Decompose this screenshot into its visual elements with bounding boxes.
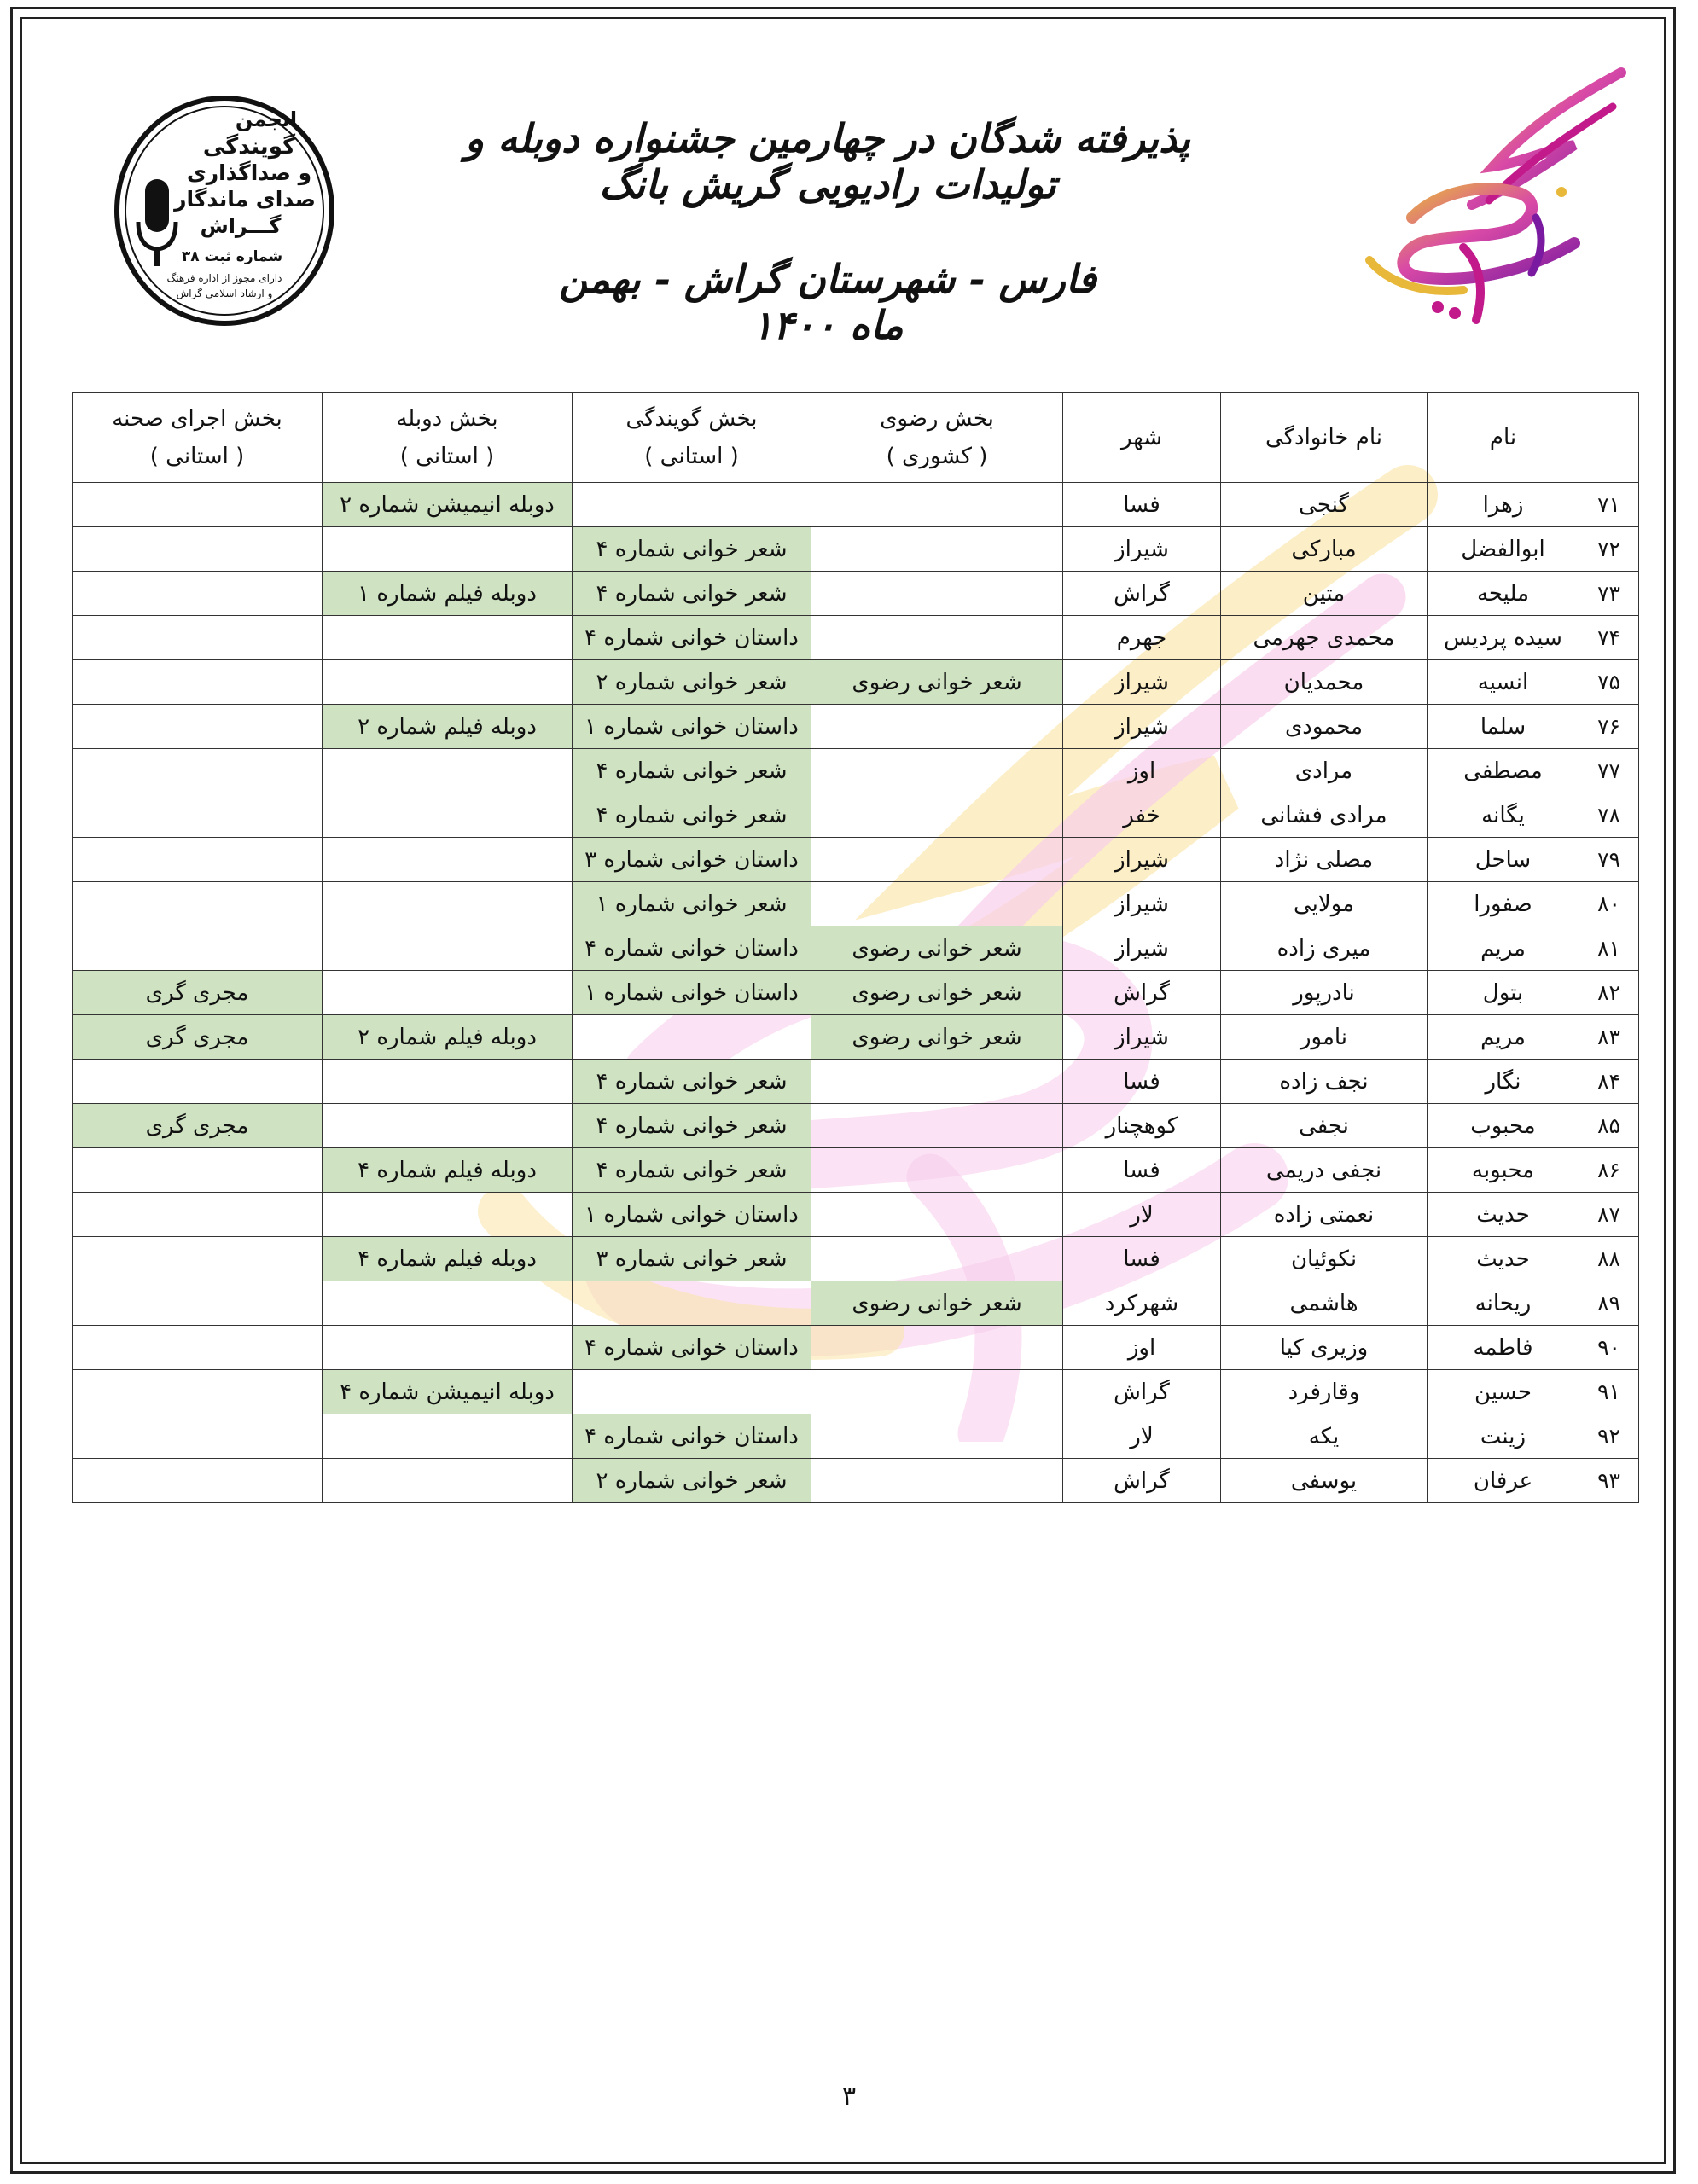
cell-narration: شعر خوانی شماره ۴: [573, 1104, 811, 1148]
cell-narration: [573, 1015, 811, 1060]
cell-stage-hosting: [73, 1060, 323, 1104]
table-row: [73, 705, 1639, 749]
cell-dubbing: [323, 838, 573, 882]
table-row: [73, 926, 1639, 971]
cell-last-name: هاشمی: [1221, 1281, 1428, 1326]
col-header-sublabel: ( استانی ): [149, 444, 245, 469]
cell-razavi: [811, 838, 1063, 882]
cell-stage-hosting: [73, 1148, 323, 1193]
cell-first-name: عرفان: [1428, 1459, 1579, 1503]
cell-stage-hosting: [73, 838, 323, 882]
col-header-narration: [573, 393, 811, 483]
table-row: [73, 1015, 1639, 1060]
cell-index: ۷۴: [1579, 616, 1639, 660]
table-row: [73, 749, 1639, 793]
col-header-sublabel: ( استانی ): [399, 444, 495, 469]
col-header-label: نام: [1489, 425, 1517, 450]
cell-last-name: مصلی نژاد: [1221, 838, 1428, 882]
table-row: [73, 838, 1639, 882]
cell-index: ۸۳: [1579, 1015, 1639, 1060]
cell-index: ۸۵: [1579, 1104, 1639, 1148]
cell-dubbing: [323, 882, 573, 926]
cell-last-name: یوسفی: [1221, 1459, 1428, 1503]
cell-last-name: متین: [1221, 572, 1428, 616]
cell-stage-hosting: [73, 527, 323, 572]
cell-razavi: [811, 1060, 1063, 1104]
table-row: [73, 1370, 1639, 1414]
cell-stage-hosting: [73, 1237, 323, 1281]
cell-stage-hosting: مجری گری: [73, 1104, 323, 1148]
table-row: [73, 1104, 1639, 1148]
col-header-label: بخش رضوی: [880, 406, 994, 432]
cell-city: گراش: [1063, 971, 1221, 1015]
cell-narration: شعر خوانی شماره ۴: [573, 1148, 811, 1193]
cell-narration: شعر خوانی شماره ۳: [573, 1237, 811, 1281]
cell-last-name: نامور: [1221, 1015, 1428, 1060]
cell-index: ۸۶: [1579, 1148, 1639, 1193]
cell-narration: شعر خوانی شماره ۴: [573, 1060, 811, 1104]
cell-first-name: حدیث: [1428, 1237, 1579, 1281]
cell-city: لار: [1063, 1193, 1221, 1237]
cell-last-name: محمدی جهرمی: [1221, 616, 1428, 660]
cell-stage-hosting: [73, 926, 323, 971]
seal-line-2: گویندگی: [202, 134, 296, 160]
cell-first-name: ملیحه: [1428, 572, 1579, 616]
cell-city: شیراز: [1063, 1015, 1221, 1060]
seal-line-5: گـــراش: [200, 214, 282, 238]
cell-razavi: [811, 1459, 1063, 1503]
cell-dubbing: دوبله فیلم شماره ۲: [323, 705, 573, 749]
cell-first-name: ساحل: [1428, 838, 1579, 882]
cell-razavi: [811, 616, 1063, 660]
cell-city: شیراز: [1063, 705, 1221, 749]
cell-stage-hosting: [73, 1414, 323, 1459]
cell-razavi: شعر خوانی رضوی: [811, 1281, 1063, 1326]
cell-narration: شعر خوانی شماره ۱: [573, 882, 811, 926]
page-number: ۳: [841, 2082, 857, 2111]
cell-razavi: [811, 1370, 1063, 1414]
cell-last-name: وزیری کیا: [1221, 1326, 1428, 1370]
col-header-label: نام خانوادگی: [1265, 425, 1383, 450]
cell-last-name: محمدیان: [1221, 660, 1428, 705]
table-row: [73, 1148, 1639, 1193]
cell-stage-hosting: [73, 793, 323, 838]
cell-first-name: سیده پردیس: [1428, 616, 1579, 660]
col-header-first-name: [1428, 393, 1579, 483]
col-header-label: بخش دوبله: [396, 406, 498, 432]
cell-first-name: محبوب: [1428, 1104, 1579, 1148]
cell-index: ۸۷: [1579, 1193, 1639, 1237]
table-header-row: [73, 393, 1639, 483]
cell-razavi: شعر خوانی رضوی: [811, 926, 1063, 971]
col-header-sublabel: ( استانی ): [644, 444, 739, 469]
cell-stage-hosting: [73, 660, 323, 705]
cell-stage-hosting: [73, 705, 323, 749]
cell-razavi: [811, 1414, 1063, 1459]
cell-index: ۸۴: [1579, 1060, 1639, 1104]
cell-index: ۷۹: [1579, 838, 1639, 882]
cell-razavi: شعر خوانی رضوی: [811, 1015, 1063, 1060]
cell-city: شهرکرد: [1063, 1281, 1221, 1326]
cell-index: ۷۳: [1579, 572, 1639, 616]
col-header-label: بخش گویندگی: [625, 406, 758, 432]
cell-dubbing: [323, 527, 573, 572]
cell-last-name: نجف زاده: [1221, 1060, 1428, 1104]
cell-narration: شعر خوانی شماره ۴: [573, 793, 811, 838]
cell-city: فسا: [1063, 483, 1221, 527]
cell-stage-hosting: [73, 1459, 323, 1503]
cell-index: ۷۸: [1579, 793, 1639, 838]
cell-stage-hosting: [73, 1281, 323, 1326]
cell-first-name: یگانه: [1428, 793, 1579, 838]
cell-first-name: بتول: [1428, 971, 1579, 1015]
cell-razavi: [811, 749, 1063, 793]
cell-last-name: یکه: [1221, 1414, 1428, 1459]
seal-registration: شماره ثبت ۳۸: [181, 248, 283, 265]
cell-index: ۹۲: [1579, 1414, 1639, 1459]
cell-city: شیراز: [1063, 882, 1221, 926]
cell-last-name: مرادی: [1221, 749, 1428, 793]
cell-dubbing: دوبله انیمیشن شماره ۴: [323, 1370, 573, 1414]
cell-index: ۹۱: [1579, 1370, 1639, 1414]
cell-last-name: میری زاده: [1221, 926, 1428, 971]
cell-first-name: زهرا: [1428, 483, 1579, 527]
cell-city: جهرم: [1063, 616, 1221, 660]
cell-stage-hosting: [73, 1193, 323, 1237]
cell-index: ۸۹: [1579, 1281, 1639, 1326]
table-row: [73, 1237, 1639, 1281]
cell-stage-hosting: مجری گری: [73, 971, 323, 1015]
cell-stage-hosting: مجری گری: [73, 1015, 323, 1060]
cell-narration: داستان خوانی شماره ۳: [573, 838, 811, 882]
table-row: [73, 1459, 1639, 1503]
cell-index: ۸۱: [1579, 926, 1639, 971]
cell-dubbing: [323, 1060, 573, 1104]
page-title: پذیرفته شدگان در چهارمین جشنواره دوبله و تولیدات رادیویی گریش بانگ: [464, 115, 1191, 207]
cell-stage-hosting: [73, 616, 323, 660]
cell-stage-hosting: [73, 1370, 323, 1414]
cell-first-name: مریم: [1428, 1015, 1579, 1060]
cell-city: شیراز: [1063, 838, 1221, 882]
cell-narration: شعر خوانی شماره ۴: [573, 749, 811, 793]
cell-city: فسا: [1063, 1060, 1221, 1104]
cell-stage-hosting: [73, 483, 323, 527]
cell-razavi: [811, 1193, 1063, 1237]
cell-city: کوهچنار: [1063, 1104, 1221, 1148]
seal-line-1: انجمن: [235, 107, 298, 131]
cell-index: ۸۲: [1579, 971, 1639, 1015]
cell-first-name: نگار: [1428, 1060, 1579, 1104]
cell-city: اوز: [1063, 1326, 1221, 1370]
cell-narration: [573, 1281, 811, 1326]
cell-dubbing: [323, 660, 573, 705]
seal-license-1: دارای مجوز از اداره فرهنگ: [166, 272, 282, 284]
cell-first-name: صفورا: [1428, 882, 1579, 926]
cell-city: شیراز: [1063, 926, 1221, 971]
cell-narration: شعر خوانی شماره ۴: [573, 527, 811, 572]
cell-narration: شعر خوانی شماره ۴: [573, 572, 811, 616]
cell-dubbing: [323, 1459, 573, 1503]
table-row: [73, 1060, 1639, 1104]
cell-first-name: محبوبه: [1428, 1148, 1579, 1193]
table-row: [73, 527, 1639, 572]
cell-first-name: حسین: [1428, 1370, 1579, 1414]
cell-razavi: [811, 882, 1063, 926]
cell-first-name: ریحانه: [1428, 1281, 1579, 1326]
cell-city: لار: [1063, 1414, 1221, 1459]
cell-last-name: گنجی: [1221, 483, 1428, 527]
cell-city: گراش: [1063, 1370, 1221, 1414]
cell-first-name: سلما: [1428, 705, 1579, 749]
cell-dubbing: [323, 616, 573, 660]
cell-dubbing: [323, 1281, 573, 1326]
table-row: [73, 483, 1639, 527]
cell-razavi: [811, 527, 1063, 572]
table-row: [73, 1326, 1639, 1370]
table-row: [73, 1281, 1639, 1326]
cell-narration: داستان خوانی شماره ۴: [573, 926, 811, 971]
cell-city: اوز: [1063, 749, 1221, 793]
cell-razavi: [811, 483, 1063, 527]
col-header-last-name: [1221, 393, 1428, 483]
cell-stage-hosting: [73, 572, 323, 616]
cell-razavi: [811, 793, 1063, 838]
cell-city: فسا: [1063, 1148, 1221, 1193]
cell-index: ۹۰: [1579, 1326, 1639, 1370]
cell-razavi: [811, 572, 1063, 616]
cell-dubbing: [323, 1193, 573, 1237]
col-header-label: بخش اجرای صحنه: [112, 406, 282, 432]
table-row: [73, 971, 1639, 1015]
cell-narration: شعر خوانی شماره ۲: [573, 660, 811, 705]
cell-first-name: انسیه: [1428, 660, 1579, 705]
cell-last-name: مرادی فشانی: [1221, 793, 1428, 838]
cell-city: شیراز: [1063, 527, 1221, 572]
cell-dubbing: دوبله فیلم شماره ۴: [323, 1148, 573, 1193]
col-header-sublabel: ( کشوری ): [886, 444, 988, 469]
cell-index: ۹۳: [1579, 1459, 1639, 1503]
cell-city: گراش: [1063, 1459, 1221, 1503]
cell-narration: داستان خوانی شماره ۱: [573, 705, 811, 749]
col-header-city: [1063, 393, 1221, 483]
cell-first-name: مصطفی: [1428, 749, 1579, 793]
cell-stage-hosting: [73, 882, 323, 926]
accepted-participants-table: [72, 392, 1639, 1503]
cell-dubbing: [323, 1414, 573, 1459]
cell-last-name: مبارکی: [1221, 527, 1428, 572]
cell-dubbing: [323, 971, 573, 1015]
cell-first-name: ابوالفضل: [1428, 527, 1579, 572]
cell-index: ۷۷: [1579, 749, 1639, 793]
cell-narration: داستان خوانی شماره ۴: [573, 1326, 811, 1370]
cell-last-name: نجفی دریمی: [1221, 1148, 1428, 1193]
col-header-dubbing: [323, 393, 573, 483]
table-row: [73, 793, 1639, 838]
col-header-razavi: [811, 393, 1063, 483]
cell-first-name: زینت: [1428, 1414, 1579, 1459]
seal-line-4: صدای ماندگار: [174, 187, 316, 212]
table-row: [73, 882, 1639, 926]
cell-last-name: وقارفرد: [1221, 1370, 1428, 1414]
table-row: [73, 572, 1639, 616]
cell-narration: [573, 483, 811, 527]
cell-narration: [573, 1370, 811, 1414]
cell-first-name: حدیث: [1428, 1193, 1579, 1237]
seal-line-3: و صداگذاری: [186, 160, 312, 185]
cell-city: خفر: [1063, 793, 1221, 838]
table-row: [73, 660, 1639, 705]
cell-narration: شعر خوانی شماره ۲: [573, 1459, 811, 1503]
cell-stage-hosting: [73, 1326, 323, 1370]
cell-index: ۸۰: [1579, 882, 1639, 926]
festival-logo: [1318, 64, 1634, 328]
cell-razavi: [811, 1326, 1063, 1370]
cell-razavi: شعر خوانی رضوی: [811, 660, 1063, 705]
cell-dubbing: [323, 793, 573, 838]
cell-razavi: [811, 1104, 1063, 1148]
cell-last-name: محمودی: [1221, 705, 1428, 749]
association-seal-icon: [113, 94, 336, 328]
cell-index: ۷۱: [1579, 483, 1639, 527]
col-header-stage-hosting: [73, 393, 323, 483]
cell-city: فسا: [1063, 1237, 1221, 1281]
cell-razavi: [811, 1148, 1063, 1193]
cell-dubbing: دوبله انیمیشن شماره ۲: [323, 483, 573, 527]
cell-index: ۸۸: [1579, 1237, 1639, 1281]
table-body: [73, 483, 1639, 1503]
table-row: [73, 616, 1639, 660]
cell-razavi: شعر خوانی رضوی: [811, 971, 1063, 1015]
col-header-label: شهر: [1120, 425, 1163, 450]
cell-dubbing: [323, 1104, 573, 1148]
cell-last-name: نجفی: [1221, 1104, 1428, 1148]
cell-dubbing: [323, 926, 573, 971]
cell-dubbing: [323, 1326, 573, 1370]
cell-dubbing: دوبله فیلم شماره ۴: [323, 1237, 573, 1281]
cell-first-name: مریم: [1428, 926, 1579, 971]
cell-dubbing: دوبله فیلم شماره ۱: [323, 572, 573, 616]
cell-razavi: [811, 1237, 1063, 1281]
cell-first-name: فاطمه: [1428, 1326, 1579, 1370]
cell-last-name: مولایی: [1221, 882, 1428, 926]
col-header-index: [1579, 393, 1639, 483]
cell-dubbing: دوبله فیلم شماره ۲: [323, 1015, 573, 1060]
table-row: [73, 1414, 1639, 1459]
cell-narration: داستان خوانی شماره ۱: [573, 971, 811, 1015]
cell-index: ۷۶: [1579, 705, 1639, 749]
cell-last-name: نعمتی زاده: [1221, 1193, 1428, 1237]
cell-city: گراش: [1063, 572, 1221, 616]
cell-city: شیراز: [1063, 660, 1221, 705]
cell-razavi: [811, 705, 1063, 749]
cell-last-name: نکوئیان: [1221, 1237, 1428, 1281]
cell-index: ۷۵: [1579, 660, 1639, 705]
cell-narration: داستان خوانی شماره ۱: [573, 1193, 811, 1237]
seal-license-2: و ارشاد اسلامی گراش: [176, 288, 273, 299]
page-subtitle: فارس - شهرستان گراش - بهمن ماه ۱۴۰۰: [559, 256, 1096, 348]
cell-narration: داستان خوانی شماره ۴: [573, 616, 811, 660]
cell-index: ۷۲: [1579, 527, 1639, 572]
cell-stage-hosting: [73, 749, 323, 793]
cell-last-name: نادرپور: [1221, 971, 1428, 1015]
cell-narration: داستان خوانی شماره ۴: [573, 1414, 811, 1459]
table-row: [73, 1193, 1639, 1237]
cell-dubbing: [323, 749, 573, 793]
